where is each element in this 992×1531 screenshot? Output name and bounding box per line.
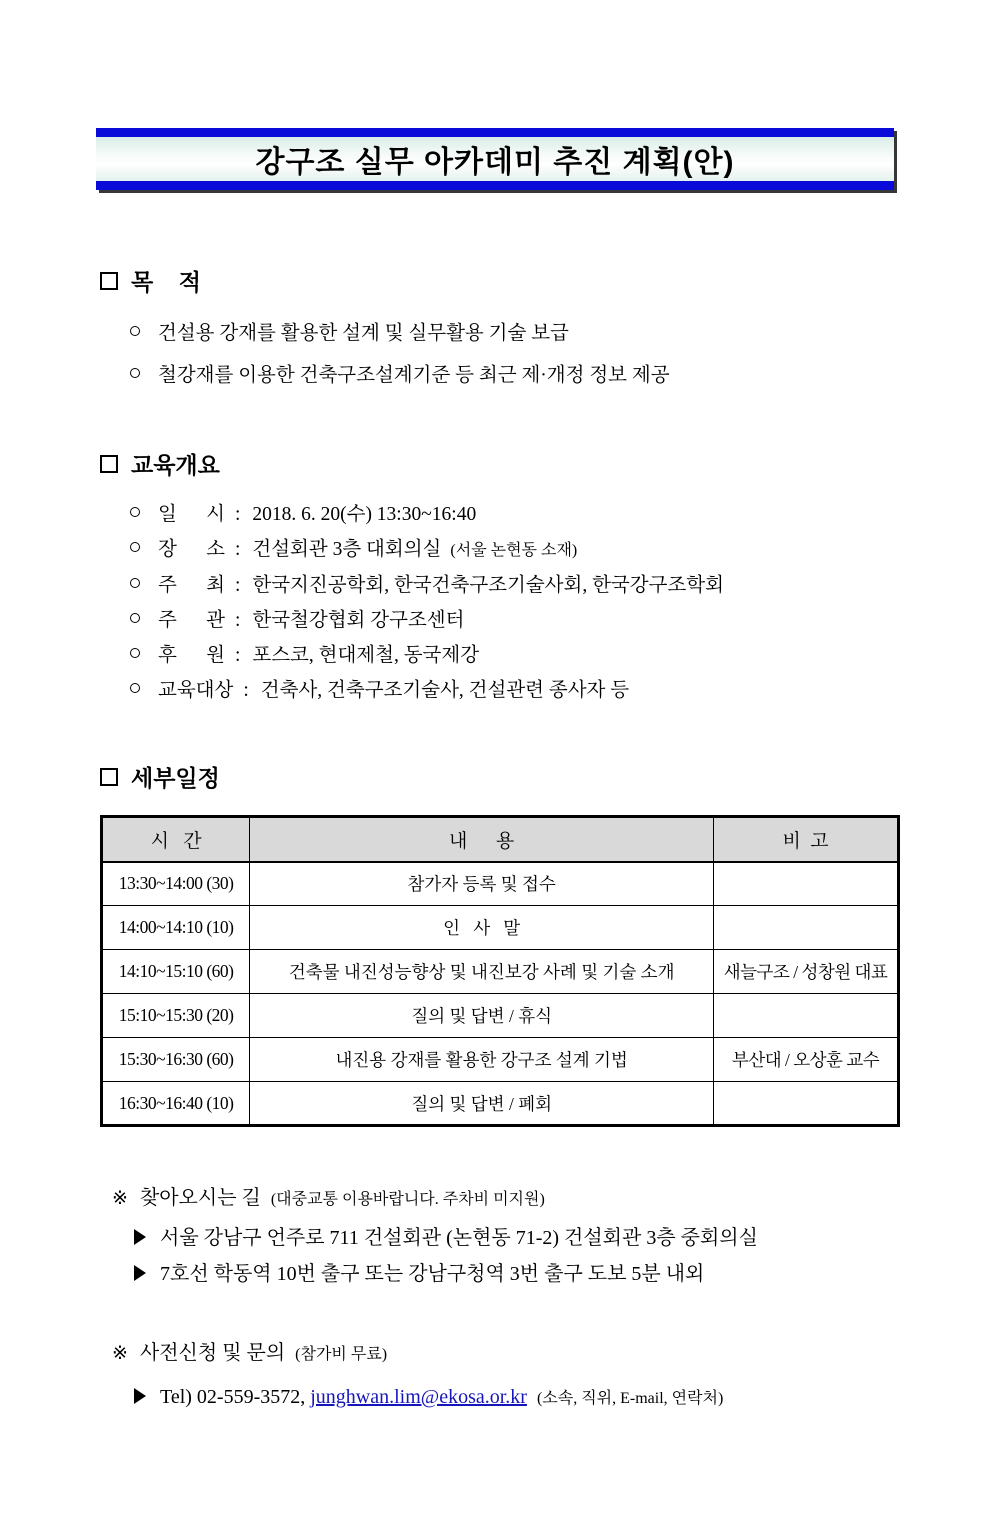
reference-mark-icon: ※ bbox=[112, 1187, 128, 1209]
overview-value: 한국철강협회 강구조센터 bbox=[252, 610, 465, 631]
square-bullet-icon bbox=[100, 272, 118, 290]
section-purpose bbox=[100, 264, 900, 397]
overview-label: 일 시 bbox=[158, 504, 225, 525]
cell-note: 부산대 / 오상훈 교수 bbox=[714, 1038, 899, 1082]
cell-content: 인 사 말 bbox=[250, 906, 714, 950]
circle-bullet-icon bbox=[130, 578, 140, 588]
arrow-bullet-icon bbox=[134, 1265, 146, 1281]
email-note: (소속, 직위, E-mail, 연락처) bbox=[536, 1390, 724, 1407]
direction-item bbox=[134, 1256, 900, 1292]
cell-time: 16:30~16:40 (10) bbox=[102, 1082, 250, 1126]
table-row bbox=[102, 862, 899, 906]
table-row bbox=[102, 1082, 899, 1126]
cell-content: 내진용 강재를 활용한 강구조 설계 기법 bbox=[250, 1038, 714, 1082]
overview-list bbox=[100, 497, 900, 708]
overview-item-sponsor bbox=[100, 638, 900, 673]
title-banner bbox=[96, 128, 894, 190]
contact-block bbox=[100, 1336, 900, 1417]
contact-heading bbox=[112, 1336, 900, 1365]
cell-note bbox=[714, 862, 899, 906]
overview-separator: : bbox=[234, 610, 241, 631]
overview-item-audience bbox=[100, 673, 900, 708]
cell-time: 15:10~15:30 (20) bbox=[102, 994, 250, 1038]
overview-value: 건설회관 3층 대회의실 bbox=[252, 539, 442, 560]
overview-separator: : bbox=[243, 680, 249, 701]
cell-content: 질의 및 답변 / 휴식 bbox=[250, 994, 714, 1038]
table-row bbox=[102, 950, 899, 994]
cell-note bbox=[714, 906, 899, 950]
overview-heading bbox=[100, 447, 900, 480]
cell-note bbox=[714, 1082, 899, 1126]
arrow-bullet-icon bbox=[134, 1229, 146, 1245]
overview-label: 주 최 bbox=[158, 575, 225, 596]
directions-block bbox=[100, 1181, 900, 1292]
circle-bullet-icon bbox=[130, 507, 140, 517]
circle-bullet-icon bbox=[130, 683, 140, 693]
overview-value-note: (서울 논현동 소재) bbox=[450, 542, 578, 559]
cell-content: 참가자 등록 및 접수 bbox=[250, 862, 714, 906]
overview-value: 포스코, 현대제철, 동국제강 bbox=[252, 645, 480, 666]
circle-bullet-icon bbox=[130, 613, 140, 623]
overview-label: 장 소 bbox=[158, 539, 225, 560]
table-row bbox=[102, 906, 899, 950]
overview-item-datetime bbox=[100, 497, 900, 532]
square-bullet-icon bbox=[100, 768, 118, 786]
overview-separator: : bbox=[234, 539, 241, 560]
direction-item bbox=[134, 1220, 900, 1256]
col-header-content: 내 용 bbox=[250, 817, 714, 862]
overview-value: 2018. 6. 20(수) 13:30~16:40 bbox=[252, 504, 477, 525]
overview-value: 건축사, 건축구조기술사, 건설관련 종사자 등 bbox=[260, 680, 630, 701]
circle-bullet-icon bbox=[130, 368, 140, 378]
directions-heading-label: 찾아오시는 길 bbox=[139, 1187, 261, 1209]
overview-label: 교육대상 bbox=[158, 680, 234, 701]
table-row bbox=[102, 994, 899, 1038]
direction-item-text: 7호선 학동역 10번 출구 또는 강남구청역 3번 출구 도보 5분 내외 bbox=[160, 1263, 705, 1285]
schedule-heading-label: 세부일정 bbox=[131, 765, 220, 791]
table-row bbox=[102, 1038, 899, 1082]
section-overview bbox=[100, 447, 900, 708]
directions-list bbox=[100, 1220, 900, 1292]
overview-item-host bbox=[100, 568, 900, 603]
contact-list bbox=[100, 1379, 900, 1417]
section-schedule bbox=[100, 760, 900, 1127]
reference-mark-icon: ※ bbox=[112, 1342, 128, 1364]
purpose-item bbox=[100, 313, 900, 355]
directions-heading-note: (대중교통 이용바랍니다. 주차비 미지원) bbox=[270, 1191, 545, 1208]
circle-bullet-icon bbox=[130, 542, 140, 552]
email-link[interactable]: junghwan.lim@ekosa.or.kr bbox=[310, 1386, 527, 1408]
schedule-heading bbox=[100, 760, 900, 793]
page-title: 강구조 실무 아카데미 추진 계획(안) bbox=[255, 146, 735, 179]
purpose-item-text: 건설용 강재를 활용한 설계 및 실무활용 기술 보급 bbox=[158, 323, 569, 344]
overview-separator: : bbox=[234, 575, 241, 596]
col-header-note: 비 고 bbox=[714, 817, 899, 862]
overview-label: 주 관 bbox=[158, 610, 225, 631]
purpose-list bbox=[100, 313, 900, 397]
cell-content: 질의 및 답변 / 폐회 bbox=[250, 1082, 714, 1126]
purpose-heading-label: 목 적 bbox=[131, 269, 201, 295]
document-body bbox=[100, 264, 900, 1417]
overview-separator: : bbox=[234, 504, 241, 525]
contact-item bbox=[134, 1379, 900, 1417]
circle-bullet-icon bbox=[130, 648, 140, 658]
directions-heading bbox=[112, 1181, 900, 1210]
cell-time: 15:30~16:30 (60) bbox=[102, 1038, 250, 1082]
table-header-row bbox=[102, 817, 899, 862]
cell-note: 새늘구조 / 성창원 대표 bbox=[714, 950, 899, 994]
overview-separator: : bbox=[234, 645, 241, 666]
tel-text: Tel) 02-559-3572, bbox=[160, 1386, 311, 1408]
contact-heading-label: 사전신청 및 문의 bbox=[139, 1342, 286, 1364]
purpose-item bbox=[100, 355, 900, 397]
cell-content: 건축물 내진성능향상 및 내진보강 사례 및 기술 소개 bbox=[250, 950, 714, 994]
cell-time: 14:10~15:10 (60) bbox=[102, 950, 250, 994]
purpose-item-text: 철강재를 이용한 건축구조설계기준 등 최근 제·개정 정보 제공 bbox=[158, 365, 670, 386]
overview-item-venue bbox=[100, 532, 900, 568]
square-bullet-icon bbox=[100, 455, 118, 473]
cell-note bbox=[714, 994, 899, 1038]
overview-heading-label: 교육개요 bbox=[131, 452, 220, 478]
circle-bullet-icon bbox=[130, 326, 140, 336]
schedule-table bbox=[100, 815, 900, 1127]
cell-time: 14:00~14:10 (10) bbox=[102, 906, 250, 950]
col-header-time: 시 간 bbox=[102, 817, 250, 862]
arrow-bullet-icon bbox=[134, 1388, 146, 1404]
cell-time: 13:30~14:00 (30) bbox=[102, 862, 250, 906]
purpose-heading bbox=[100, 264, 900, 297]
overview-value: 한국지진공학회, 한국건축구조기술사회, 한국강구조학회 bbox=[252, 575, 724, 596]
direction-item-text: 서울 강남구 언주로 711 건설회관 (논현동 71-2) 건설회관 3층 중회의실 bbox=[160, 1227, 758, 1249]
overview-item-organizer bbox=[100, 603, 900, 638]
contact-heading-note: (참가비 무료) bbox=[295, 1346, 388, 1363]
overview-label: 후 원 bbox=[158, 645, 225, 666]
